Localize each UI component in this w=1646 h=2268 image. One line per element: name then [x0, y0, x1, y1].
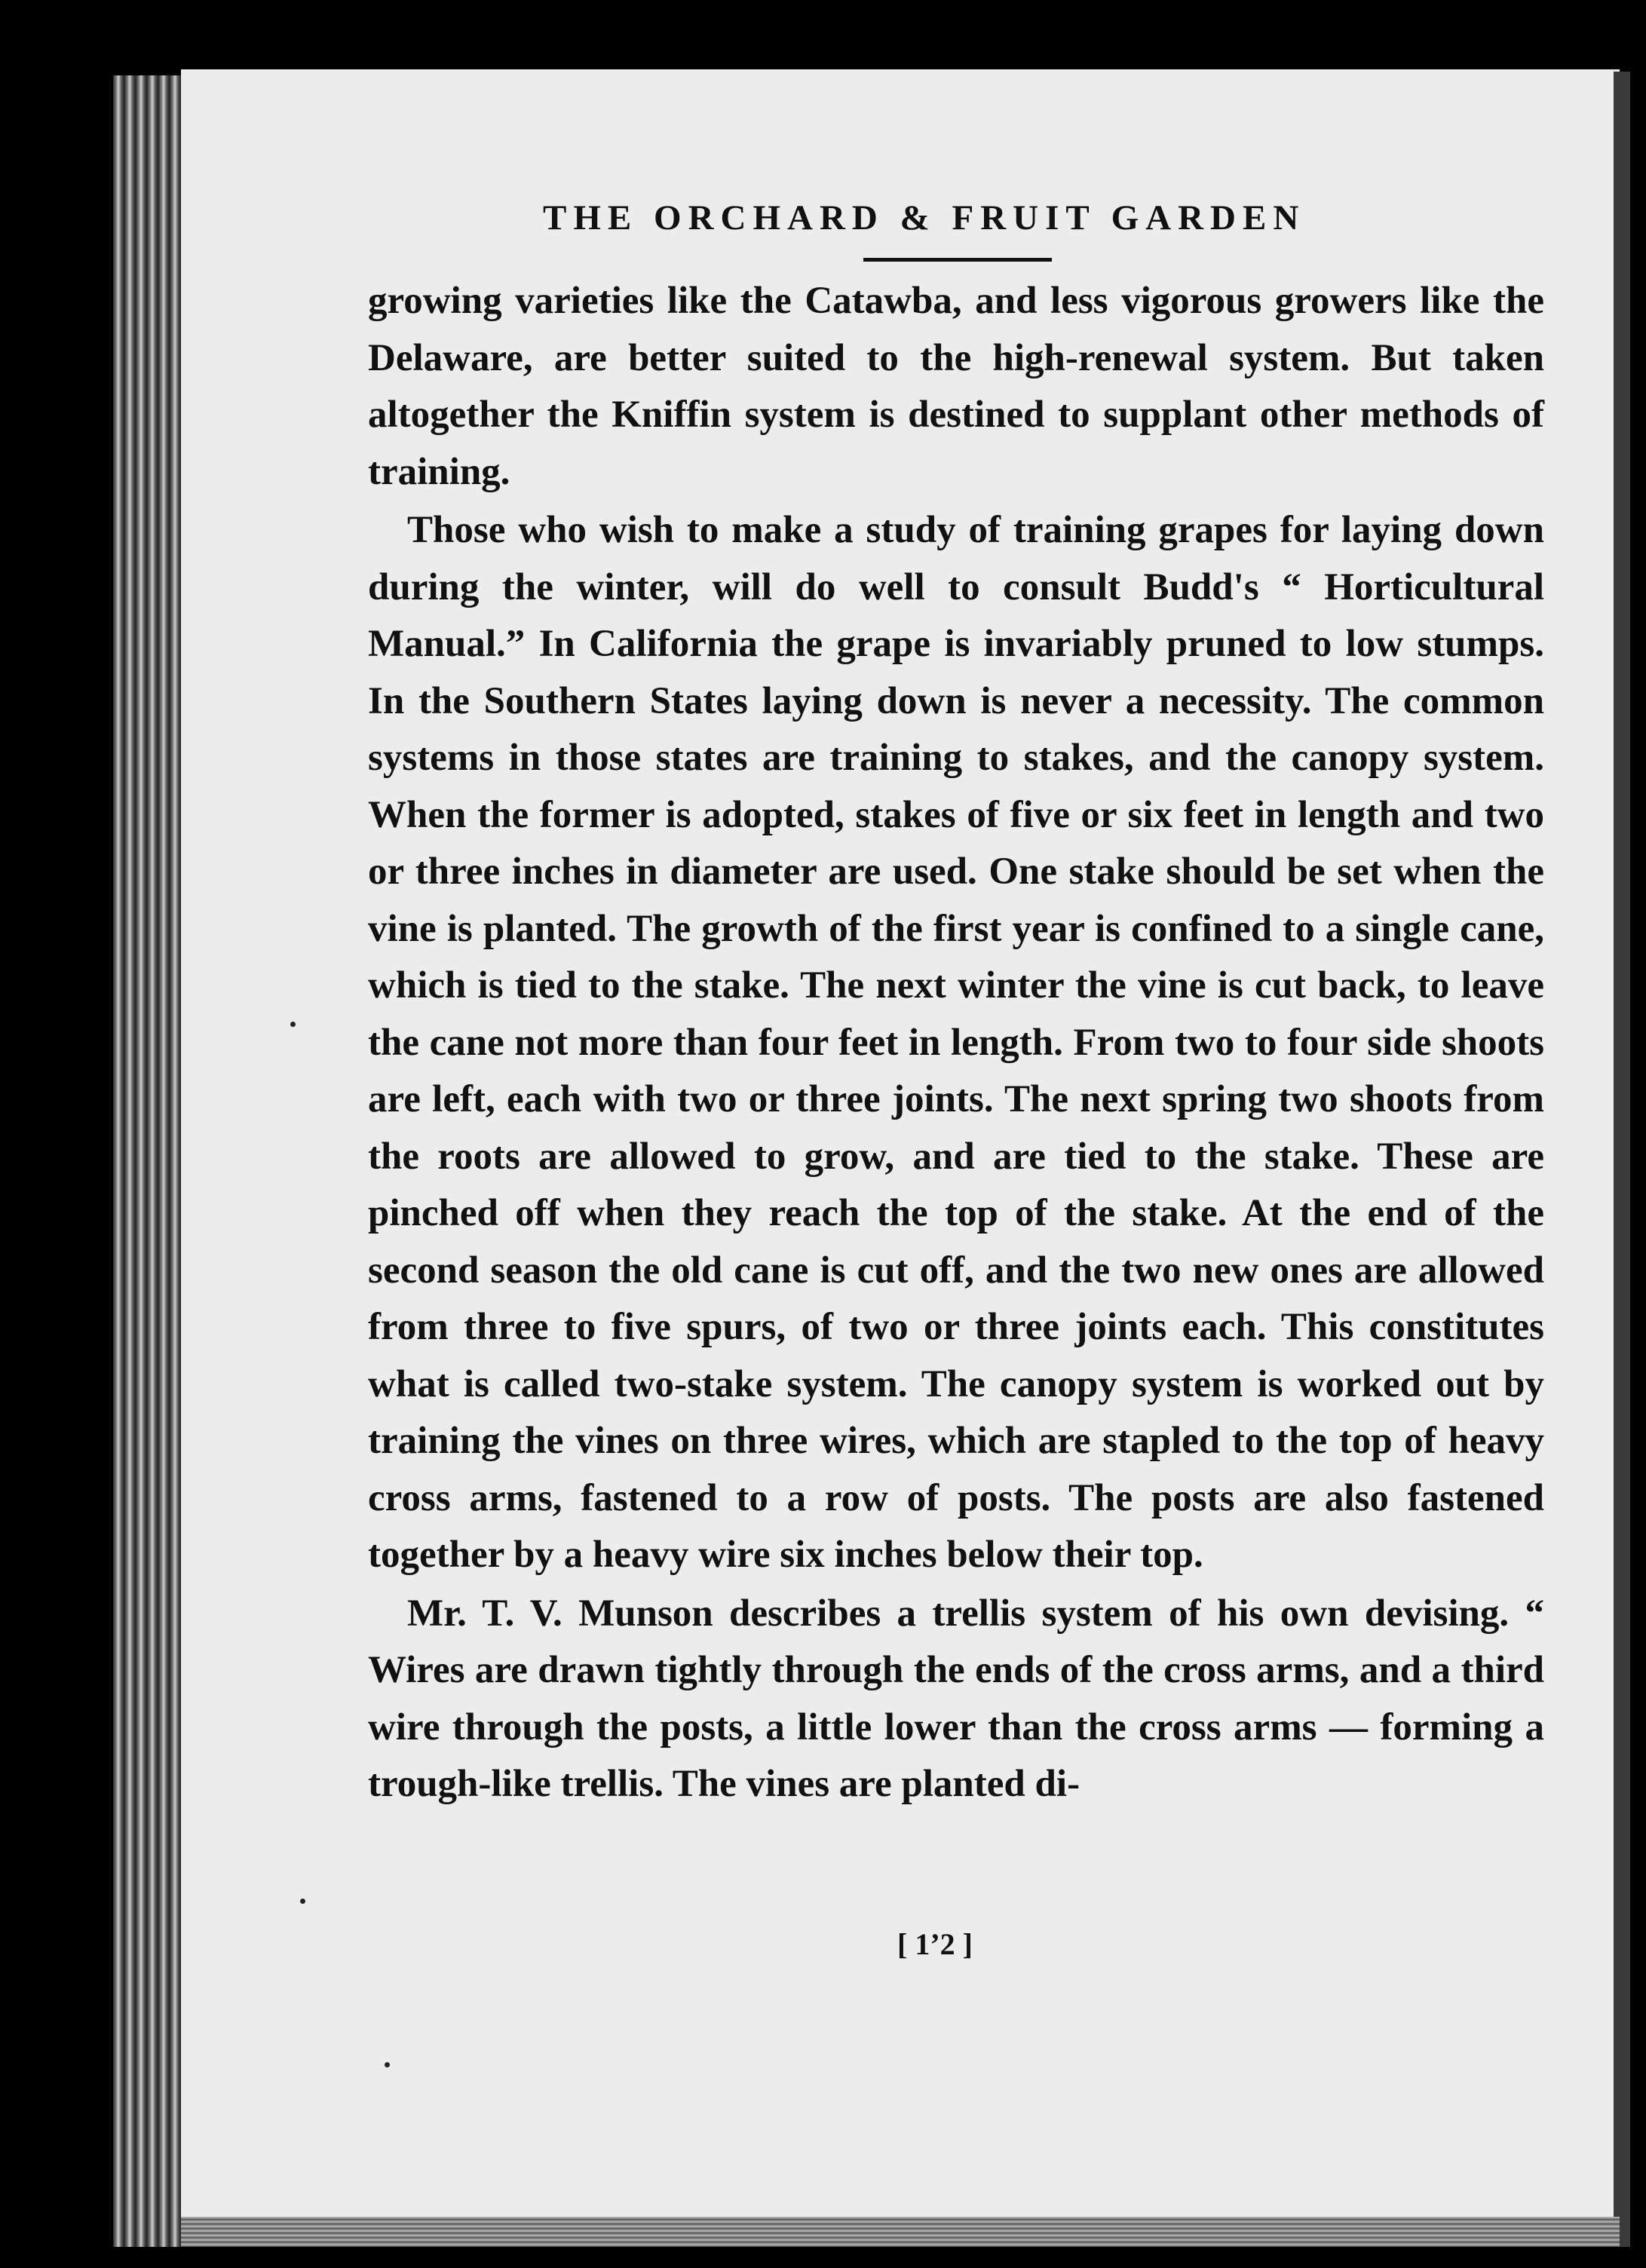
- paragraph: Those who wish to make a study of training grapes for laying down during the winter, will do well to consult Budd's “ Horticultural Manual.” In California the grape is invariably pruned to low stumps. In the Southern States laying down is never a necessity. The common systems in those states are training to stakes, and the canopy system. When the former is adopted, stakes of five or six feet in length and two or three inches in diameter are used. One stake should be set when the vine is planted. The growth of the first year is confined to a single cane, which is tied to the stake. The next winter the vine is cut back, to leave the cane not more than four feet in length. From two to four side shoots are left, each with two or three joints. The next spring two shoots from the roots are allowed to grow, and are tied to the stake. These are pinched off when they reach the top of the stake. At the end of the second season the old cane is cut off, and the two new ones are allowed from three to five spurs, of two or three joints each. This constitutes what is called two-stake system. The canopy system is worked out by training the vines on three wires, which are stapled to the top of heavy cross arms, fastened to a row of posts. The posts are also fastened together by a heavy wire six inches below their top.: [368, 509, 1544, 1576]
- scan-speck: [385, 2062, 390, 2067]
- paragraph: growing varieties like the Catawba, and less vigorous growers like the Delaware, are better suited to the high-renewal system. But taken altogether the Kniffin system is destined to supplant other methods of training.: [368, 280, 1544, 493]
- page-number: [ 1’2 ]: [897, 1927, 973, 1961]
- head-rule: [863, 258, 1052, 262]
- paragraph: Mr. T. V. Munson describes a trellis system of his own devising. “ Wires are drawn tightly through the ends of the cross arms, and a third wire through the posts, a little lower than the cross arms — forming a trough-like trellis. The vines are planted di-: [368, 1592, 1544, 1805]
- page-bottom-edge: [181, 2217, 1620, 2247]
- scan-speck: [290, 1022, 296, 1027]
- scan-speck: [300, 1899, 305, 1904]
- running-head: THE ORCHARD & FRUIT GARDEN: [543, 198, 1306, 238]
- body-text: [368, 273, 1544, 1813]
- page-right-edge: [1614, 72, 1630, 2247]
